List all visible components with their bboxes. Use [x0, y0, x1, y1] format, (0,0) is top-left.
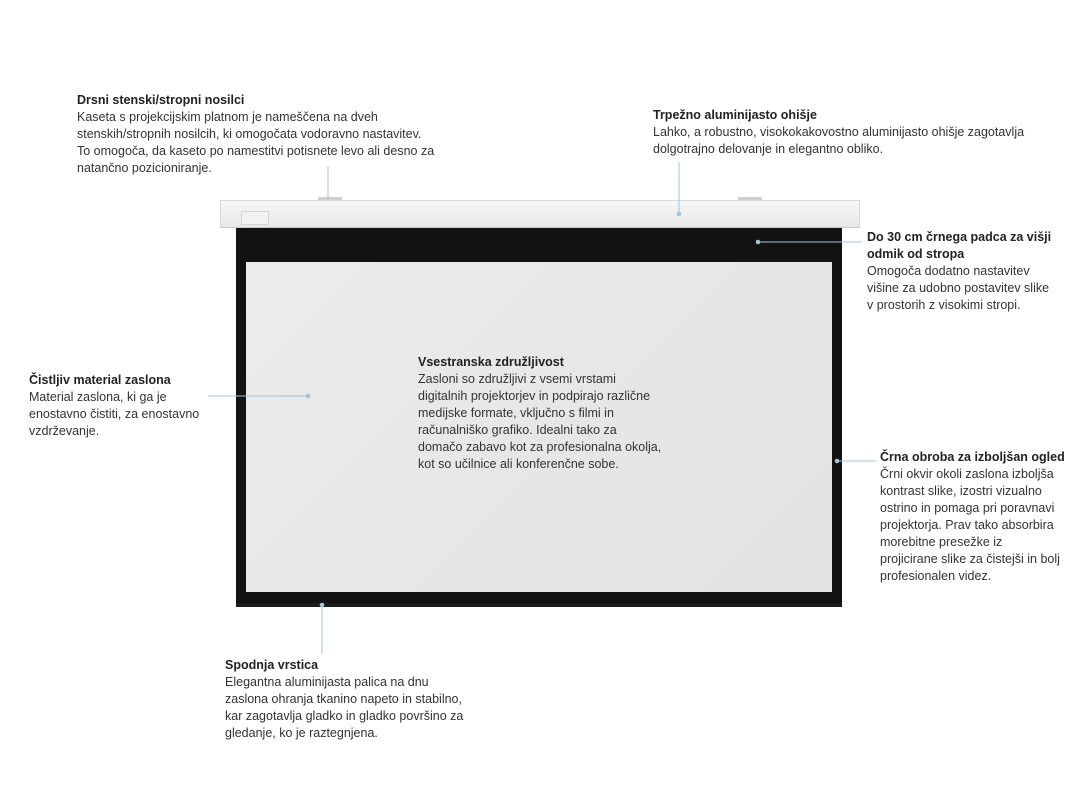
callout-housing: [653, 107, 1063, 158]
callout-housing-text: Lahko, a robustno, visokokakovostno aluminijasto ohišje zagotavlja dolgotrajno delovanje in elegantno obliko.: [653, 125, 1025, 156]
callout-brackets-text: Kaseta s projekcijskim platnom je nameščena na dveh stenskih/stropnih nosilcih, ki omogočata vodoravno nastavitev. To omogoča, da kaseto po namestitvi potisnete levo ali desno za natančno pozicioniranje.: [77, 110, 435, 175]
bottom-weight-bar: [236, 603, 842, 607]
callout-bottom-bar-title: Spodnja vrstica: [225, 658, 319, 672]
callout-cleanable-text: Material zaslona, ki ga je enostavno čistiti, za enostavno vzdrževanje.: [29, 390, 200, 438]
callout-cleanable: [29, 372, 224, 440]
callout-bottom-bar: [225, 657, 515, 742]
callout-black-drop-title: Do 30 cm črnega padca za višji odmik od stropa: [867, 230, 1052, 261]
callout-compatibility: [418, 354, 718, 473]
callout-black-drop: [867, 229, 1072, 314]
casing-end-cap: [241, 211, 269, 225]
callout-black-border-title: Črna obroba za izboljšan ogled: [880, 450, 1065, 464]
callout-brackets: [77, 92, 477, 177]
callout-housing-title: Trpežno aluminijasto ohišje: [653, 108, 817, 122]
callout-black-drop-text: Omogoča dodatno nastavitev višine za udobno postavitev slike v prostorih z visokimi stropi.: [867, 264, 1050, 312]
callout-compatibility-text: Zasloni so združljivi z vsemi vrstami digitalnih projektorjev in podpirajo različne medijske formate, vključno s filmi in računalniško grafiko. Idealni tako za domačo zabavo kot za profesionalna okolja, kot so učilnice ali konferenčne sobe.: [418, 372, 662, 471]
aluminium-casing: [220, 200, 860, 228]
callout-black-border-text: Črni okvir okoli zaslona izboljša kontrast slike, izostri vizualno ostrino in pomaga pri poravnavi projektorja. Prav tako absorbira morebitne presežke iz projicirane slike za čistejši in bolj profesionalen videz.: [880, 467, 1060, 583]
callout-cleanable-title: Čistljiv material zaslona: [29, 373, 171, 387]
callout-bottom-bar-text: Elegantna aluminijasta palica na dnu zaslona ohranja tkanino napeto in stabilno, kar zagotavlja gladko in gladko površino za gledanje, ko je raztegnjena.: [225, 675, 464, 740]
callout-compatibility-title: Vsestranska združljivost: [418, 355, 564, 369]
callout-brackets-title: Drsni stenski/stropni nosilci: [77, 93, 245, 107]
callout-black-border: [880, 449, 1075, 585]
